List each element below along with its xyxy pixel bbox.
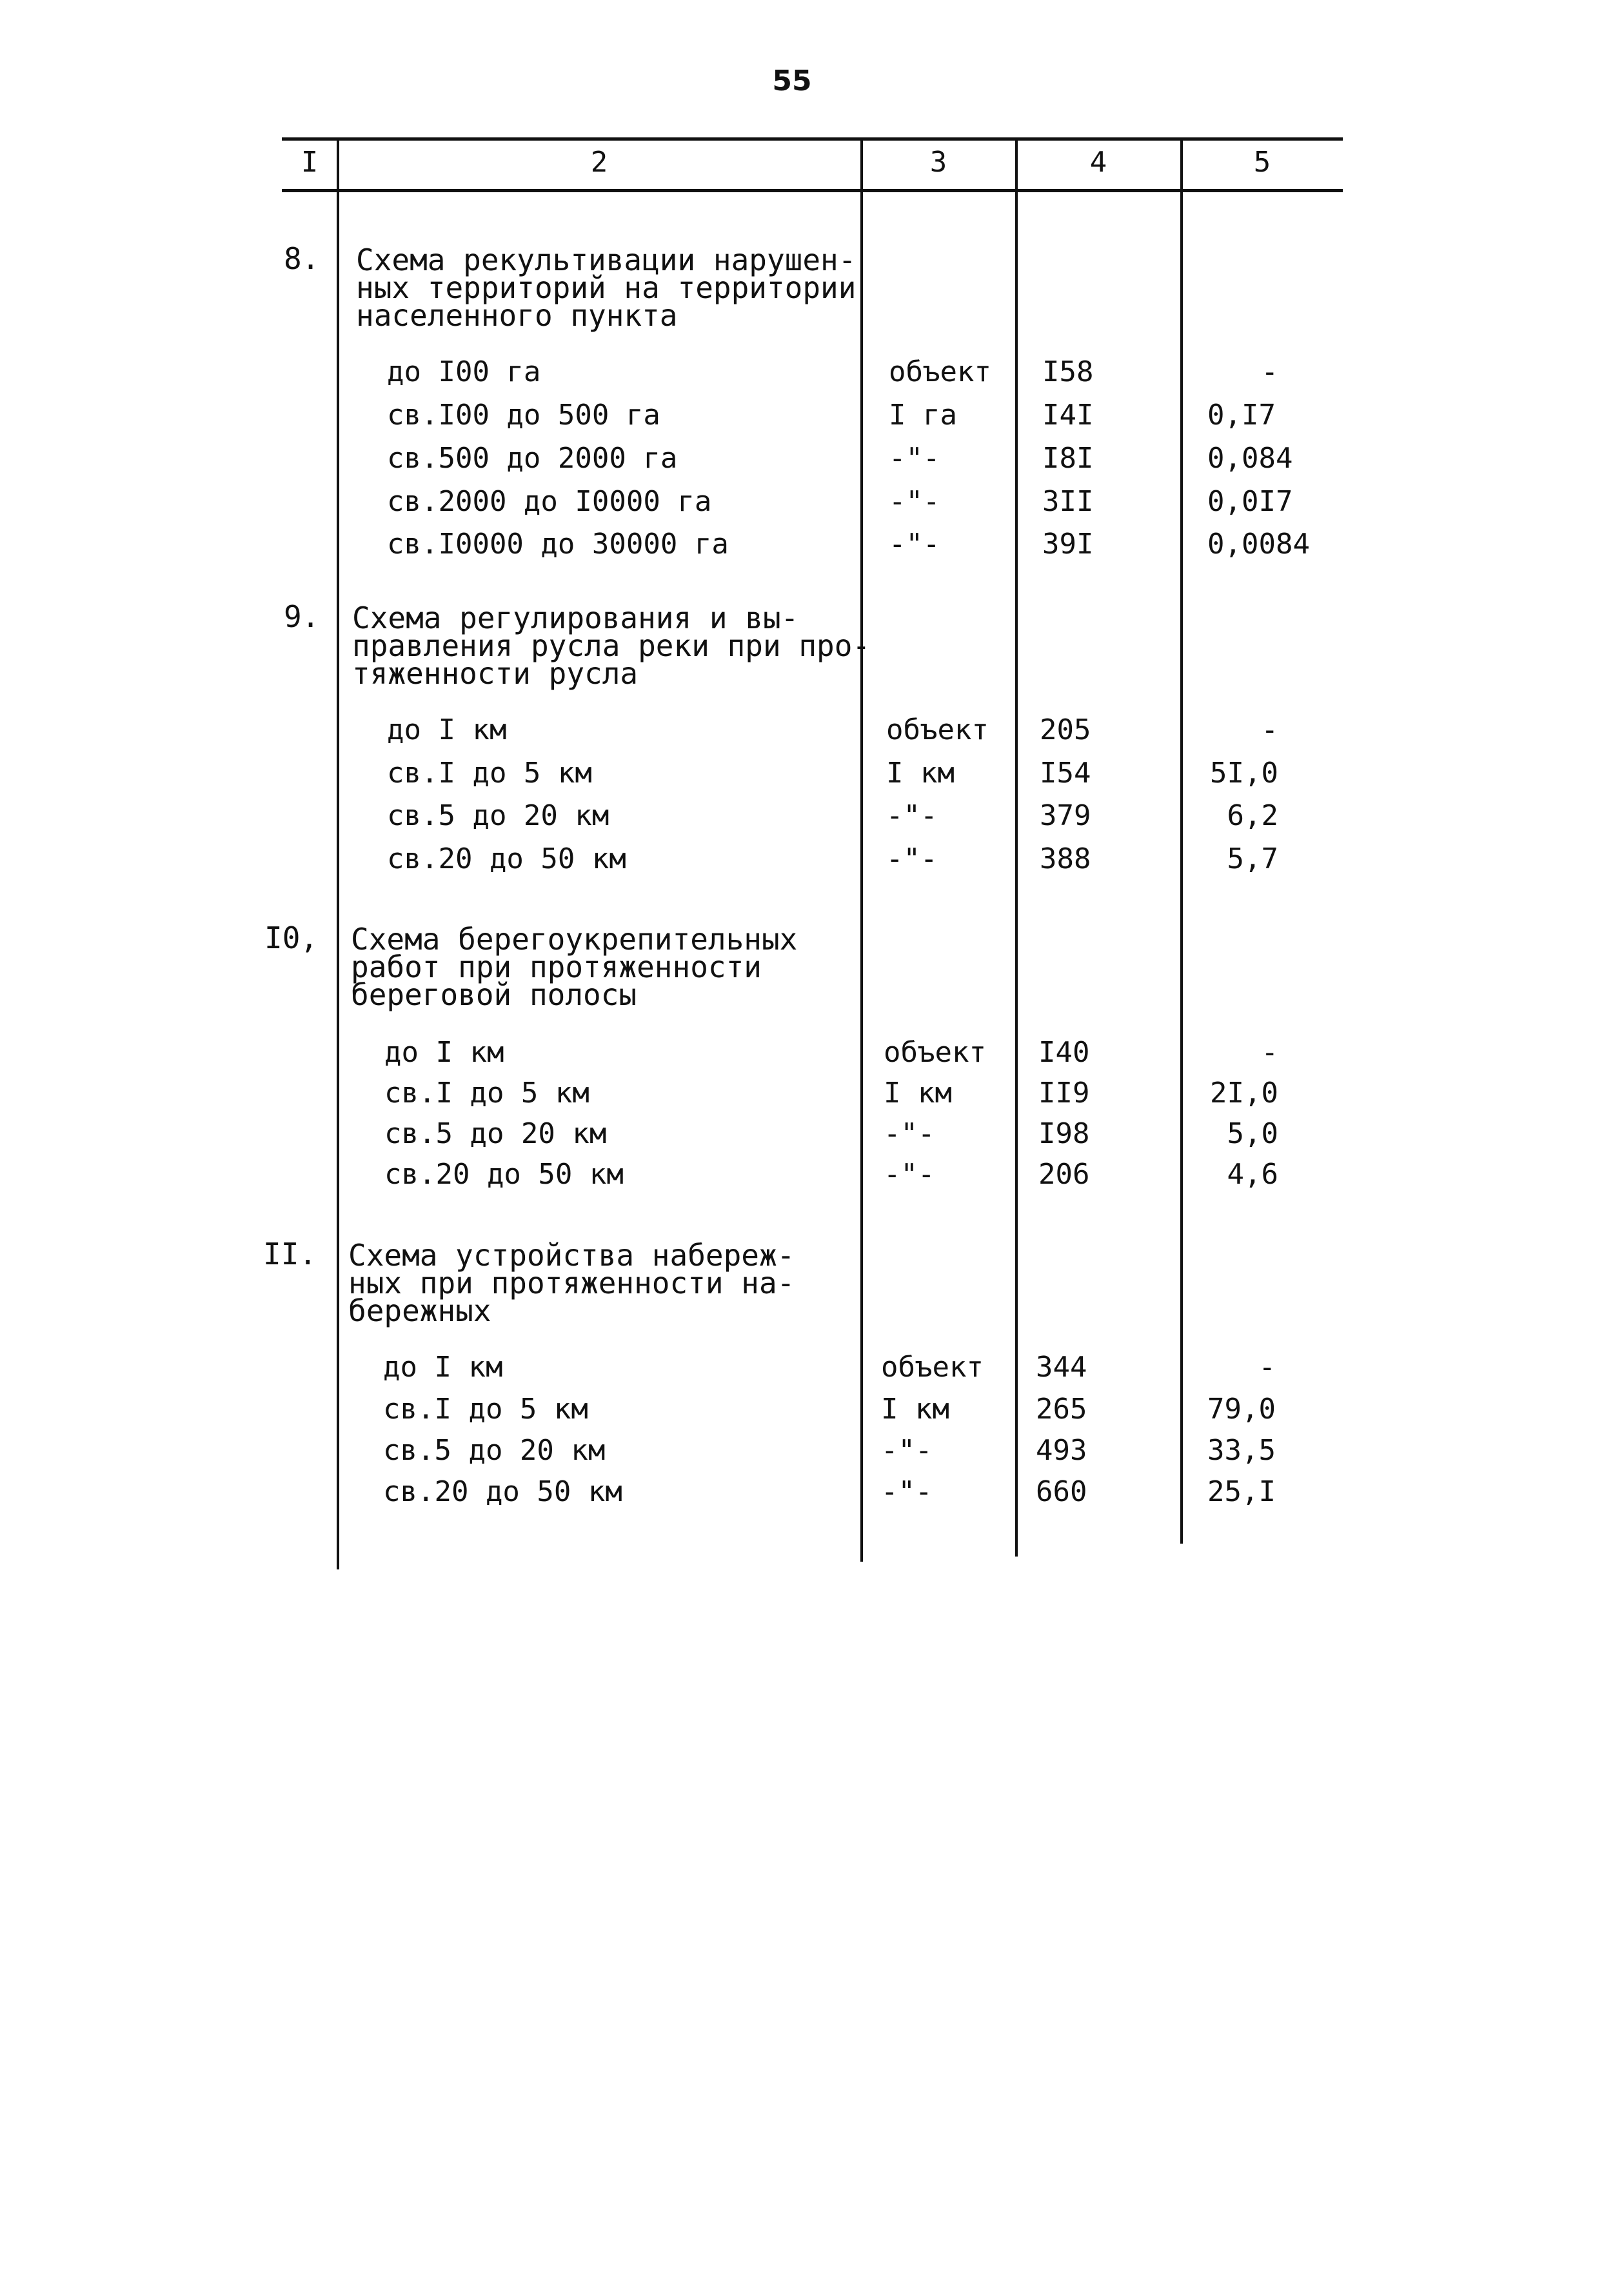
row-value-5: - xyxy=(1261,355,1278,388)
section-title-line: тяженности русла xyxy=(352,656,639,691)
section-title-line: Схема регулирования и вы- xyxy=(352,601,799,635)
row-unit: -"- xyxy=(881,1475,933,1508)
row-value-4: 206 xyxy=(1038,1158,1090,1191)
column-header-2: 2 xyxy=(590,146,608,179)
row-unit: I км xyxy=(881,1393,949,1426)
row-value-4: I4I xyxy=(1042,399,1094,432)
section-title-line: Схема устройства набереж- xyxy=(348,1238,795,1273)
row-label: св.5 до 20 км xyxy=(384,1117,607,1150)
row-value-4: 265 xyxy=(1036,1393,1087,1426)
row-unit: I га xyxy=(889,399,957,432)
row-value-4: 493 xyxy=(1036,1434,1087,1467)
row-value-4: I98 xyxy=(1038,1117,1090,1150)
row-value-4: 3II xyxy=(1042,485,1094,518)
table-top-rule xyxy=(282,137,1343,141)
row-unit: -"- xyxy=(889,442,940,475)
row-label: св.20 до 50 км xyxy=(383,1475,622,1508)
row-value-5: 25,I xyxy=(1207,1475,1276,1508)
row-value-5: - xyxy=(1258,1351,1276,1384)
column-header-1: I xyxy=(301,146,319,179)
row-label: св.500 до 2000 га xyxy=(387,442,678,475)
section-title-line: населенного пункта xyxy=(356,298,678,333)
row-value-5: 5I,0 xyxy=(1210,757,1278,790)
row-value-5: 2I,0 xyxy=(1210,1077,1278,1110)
row-value-5: 0,I7 xyxy=(1207,399,1276,432)
row-value-4: 39I xyxy=(1042,528,1094,561)
row-unit: объект xyxy=(881,1351,984,1384)
row-value-4: 660 xyxy=(1036,1475,1087,1508)
row-value-4: 205 xyxy=(1040,713,1091,746)
row-label: св.I00 до 500 га xyxy=(387,399,660,432)
section-title-line: работ при протяженности xyxy=(351,950,762,984)
row-unit: объект xyxy=(889,355,991,388)
row-value-5: 33,5 xyxy=(1207,1434,1276,1467)
column-header-3: 3 xyxy=(929,146,947,179)
row-unit: объект xyxy=(884,1036,986,1069)
row-value-5: 0,084 xyxy=(1207,442,1293,475)
row-label: св.I0000 до 30000 га xyxy=(387,528,729,561)
row-value-4: I54 xyxy=(1040,757,1091,790)
section-title-line: Схема берегоукрепительных xyxy=(351,922,798,957)
row-unit: I км xyxy=(884,1077,952,1110)
row-value-5: - xyxy=(1261,713,1278,746)
section-title-line: береговой полосы xyxy=(351,977,637,1012)
section-title-line: Схема рекультивации нарушен- xyxy=(356,243,857,277)
section-number: 9. xyxy=(284,599,320,634)
header-bottom-rule xyxy=(282,189,1343,192)
row-value-4: I8I xyxy=(1042,442,1094,475)
row-unit: -"- xyxy=(884,1117,935,1150)
row-value-4: I58 xyxy=(1042,355,1094,388)
row-value-5: 0,0084 xyxy=(1207,528,1310,561)
row-unit: I км xyxy=(886,757,955,790)
row-label: св.I до 5 км xyxy=(387,757,592,790)
row-unit: -"- xyxy=(889,528,940,561)
row-label: до I00 га xyxy=(387,355,541,388)
row-label: св.I до 5 км xyxy=(384,1077,589,1110)
column-header-4: 4 xyxy=(1089,146,1107,179)
row-value-5: 6,2 xyxy=(1227,799,1278,832)
row-unit: -"- xyxy=(881,1434,933,1467)
row-value-4: II9 xyxy=(1038,1077,1090,1110)
section-title-line: бережных xyxy=(348,1293,491,1328)
section-number: I0, xyxy=(264,921,319,955)
column-rule-1 xyxy=(337,137,339,1569)
row-label: св.20 до 50 км xyxy=(387,842,626,875)
row-unit: -"- xyxy=(884,1158,935,1191)
row-label: св.5 до 20 км xyxy=(387,799,609,832)
page-number: 55 xyxy=(772,65,812,97)
row-unit: объект xyxy=(886,713,989,746)
row-value-4: 388 xyxy=(1040,842,1091,875)
section-title-line: ных территорий на территории xyxy=(356,270,857,305)
row-label: св.I до 5 км xyxy=(383,1393,588,1426)
row-value-5: 79,0 xyxy=(1207,1393,1276,1426)
row-label: до I км xyxy=(387,713,507,746)
column-header-5: 5 xyxy=(1253,146,1271,179)
row-label: св.2000 до I0000 га xyxy=(387,485,712,518)
column-rule-2 xyxy=(860,137,863,1562)
row-unit: -"- xyxy=(886,842,938,875)
column-rule-4 xyxy=(1180,137,1183,1544)
row-value-5: 4,6 xyxy=(1227,1158,1278,1191)
row-value-4: I40 xyxy=(1038,1036,1090,1069)
row-unit: -"- xyxy=(886,799,938,832)
row-value-5: 5,7 xyxy=(1227,842,1278,875)
section-title-line: ных при протяженности на- xyxy=(348,1266,795,1300)
row-value-4: 344 xyxy=(1036,1351,1087,1384)
row-value-5: 5,0 xyxy=(1227,1117,1278,1150)
row-label: св.5 до 20 км xyxy=(383,1434,606,1467)
row-value-4: 379 xyxy=(1040,799,1091,832)
section-number: 8. xyxy=(284,241,320,276)
column-rule-3 xyxy=(1015,137,1018,1557)
row-value-5: - xyxy=(1261,1036,1278,1069)
section-title-line: правления русла реки при про- xyxy=(352,628,871,663)
row-value-5: 0,0I7 xyxy=(1207,485,1293,518)
row-label: св.20 до 50 км xyxy=(384,1158,624,1191)
row-label: до I км xyxy=(383,1351,503,1384)
row-unit: -"- xyxy=(889,485,940,518)
row-label: до I км xyxy=(384,1036,504,1069)
section-number: II. xyxy=(263,1237,317,1271)
